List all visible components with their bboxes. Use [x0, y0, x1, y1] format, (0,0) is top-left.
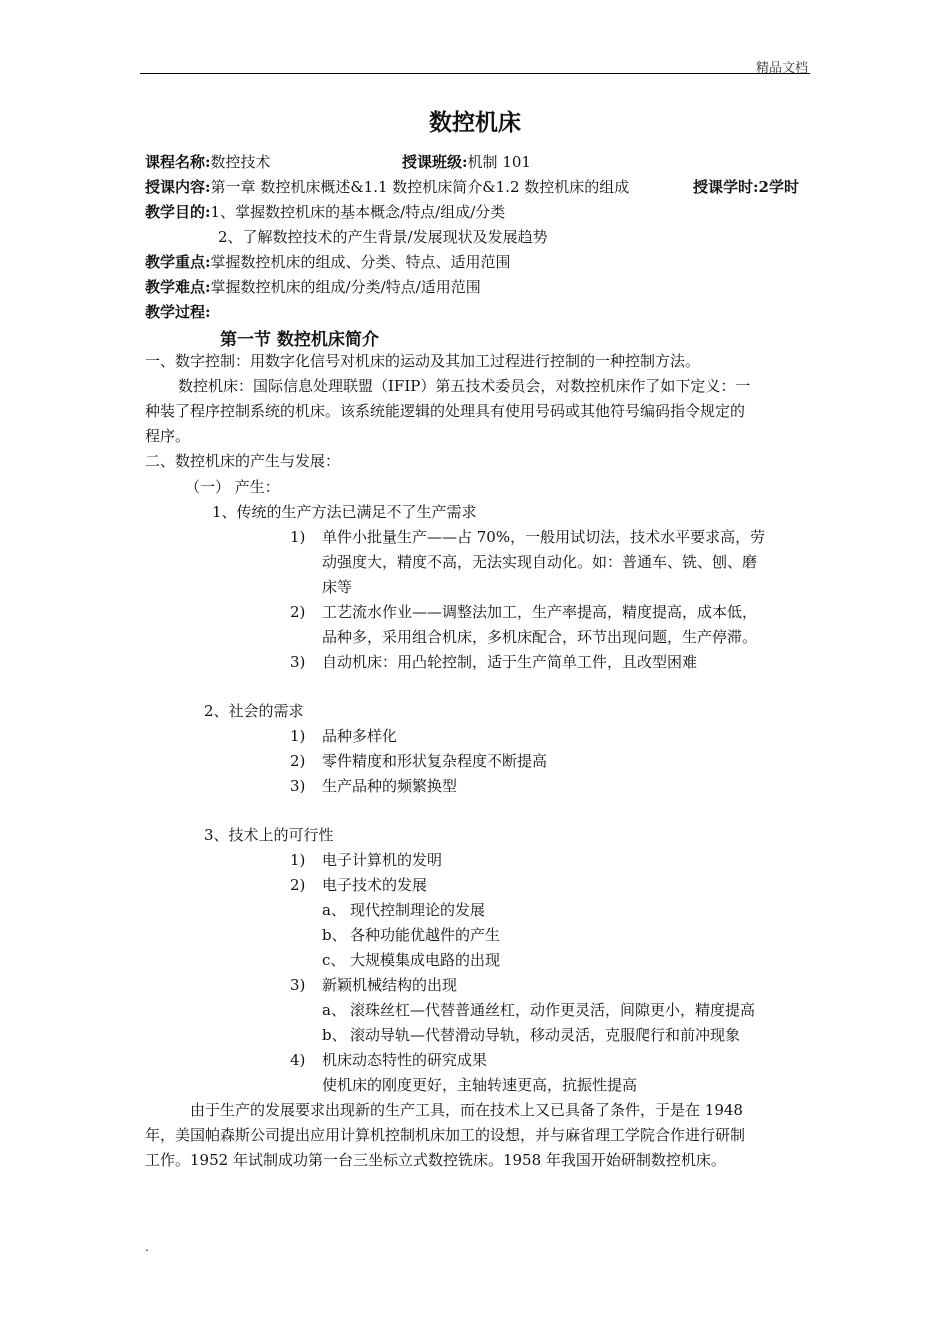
- hours-value: 2: [758, 178, 769, 196]
- paragraph-definition-line-1: 数控机床：国际信息处理联盟（IFIP）第五技术委员会，对数控机床作了如下定义：一: [178, 377, 751, 395]
- list-item-line: 单件小批量生产——占 70%，一般用试切法，技术水平要求高，劳: [322, 528, 766, 546]
- subheading-social-demand: 2、社会的需求: [204, 702, 304, 720]
- list-item-line: 品种多，采用组合机床，多机床配合，环节出现问题，生产停滞。: [322, 628, 758, 646]
- sub-list-item: 各种功能优越件的产生: [350, 926, 501, 944]
- sub-list-item: 滚动导轨—代替滑动导轨，移动灵活，克服爬行和前冲现象: [350, 1026, 741, 1044]
- page-header-label: 精品文档: [755, 61, 808, 76]
- class-row: [402, 152, 531, 172]
- list-number: 4): [290, 1051, 306, 1069]
- course-value: 数控技术: [210, 153, 271, 171]
- list-item-line: 自动机床：用凸轮控制，适于生产简单工件，且改型困难: [322, 653, 698, 671]
- difficulty-label: 教学难点:: [145, 278, 211, 296]
- key-row: [145, 252, 511, 272]
- hours-unit: 学时: [768, 178, 799, 196]
- list-item: 品种多样化: [322, 727, 398, 745]
- list-number: 3): [290, 976, 306, 994]
- closing-paragraph-line-3: 工作。1952 年试制成功第一台三坐标立式数控铣床。1958 年我国开始研制数控机床。: [145, 1151, 726, 1169]
- sub-list-item: 大规模集成电路的出现: [350, 951, 501, 969]
- difficulty-row: [145, 277, 481, 297]
- header-divider: [140, 73, 810, 74]
- sub-list-letter: b、: [322, 926, 347, 944]
- list-item: 电子技术的发展: [322, 876, 428, 894]
- sub-list-letter: a、: [322, 1001, 346, 1019]
- closing-paragraph-line-2: 年，美国帕森斯公司提出应用计算机控制机床加工的设想，并与麻省理工学院合作进行研制: [145, 1126, 746, 1144]
- process-label: 教学过程:: [145, 303, 211, 321]
- sub-list-letter: a、: [322, 901, 346, 919]
- content-value: 第一章 数控机床概述&1.1 数控机床简介&1.2 数控机床的组成: [210, 178, 630, 196]
- difficulty-value: 掌握数控机床的组成/分类/特点/适用范围: [210, 278, 481, 296]
- list-number: 2): [290, 752, 306, 770]
- list-number: 2): [290, 876, 306, 894]
- sub-list-letter: b、: [322, 1026, 347, 1044]
- closing-paragraph-line-1: 由于生产的发展要求出现新的生产工具，而在技术上又已具备了条件，于是在 1948: [190, 1101, 743, 1119]
- goal-row: [145, 202, 505, 222]
- heading-origin: （一） 产生：: [185, 478, 280, 496]
- heading-origin-development: 二、数控机床的产生与发展：: [145, 452, 341, 470]
- list-item-line: 动强度大，精度不高，无法实现自动化。如：普通车、铣、刨、磨: [322, 553, 758, 571]
- paragraph-definition-line-2: 种装了程序控制系统的机床。该系统能逻辑的处理具有使用号码或其他符号编码指令规定的: [145, 402, 746, 420]
- content-label: 授课内容:: [145, 178, 211, 196]
- list-item-continuation: 使机床的刚度更好，主轴转速更高，抗振性提高: [322, 1076, 638, 1094]
- sub-list-letter: c、: [322, 951, 346, 969]
- hours-label: 授课学时:: [693, 178, 759, 196]
- hours-row: [693, 177, 799, 197]
- list-number: 3): [290, 653, 306, 671]
- paragraph-definition-line-3: 程序。: [145, 427, 191, 445]
- sub-list-item: 现代控制理论的发展: [350, 901, 486, 919]
- key-value: 掌握数控机床的组成、分类、特点、适用范围: [210, 253, 511, 271]
- course-name-row: [145, 152, 271, 172]
- list-item-line: 床等: [322, 578, 353, 596]
- goal-item-1: 1、掌握数控机床的基本概念/特点/组成/分类: [210, 203, 506, 221]
- subheading-technical-feasibility: 3、技术上的可行性: [204, 826, 334, 844]
- subheading-traditional-methods: 1、传统的生产方法已满足不了生产需求: [212, 503, 477, 521]
- list-item-line: 工艺流水作业——调整法加工，生产率提高，精度提高，成本低，: [322, 603, 758, 621]
- section-title: 第一节 数控机床简介: [220, 330, 379, 350]
- footer-mark: .: [145, 1240, 149, 1254]
- list-number: 1): [290, 528, 306, 546]
- goal-item-2: 2、了解数控技术的产生背景/发展现状及发展趋势: [218, 228, 548, 246]
- list-item: 电子计算机的发明: [322, 851, 443, 869]
- document-title: 数控机床: [429, 109, 521, 136]
- course-label: 课程名称:: [145, 153, 211, 171]
- class-value: 机制 101: [467, 153, 531, 171]
- list-number: 3): [290, 777, 306, 795]
- list-number: 2): [290, 603, 306, 621]
- list-item: 新颖机械结构的出现: [322, 976, 458, 994]
- content-row: [145, 177, 629, 197]
- list-item: 生产品种的频繁换型: [322, 777, 458, 795]
- list-number: 1): [290, 727, 306, 745]
- list-item: 零件精度和形状复杂程度不断提高: [322, 752, 548, 770]
- class-label: 授课班级:: [402, 153, 468, 171]
- key-label: 教学重点:: [145, 253, 211, 271]
- goal-label: 教学目的:: [145, 203, 211, 221]
- list-item: 机床动态特性的研究成果: [322, 1051, 488, 1069]
- list-number: 1): [290, 851, 306, 869]
- sub-list-item: 滚珠丝杠—代替普通丝杠，动作更灵活，间隙更小，精度提高: [350, 1001, 756, 1019]
- paragraph-digital-control: 一、数字控制：用数字化信号对机床的运动及其加工过程进行控制的一种控制方法。: [145, 352, 701, 370]
